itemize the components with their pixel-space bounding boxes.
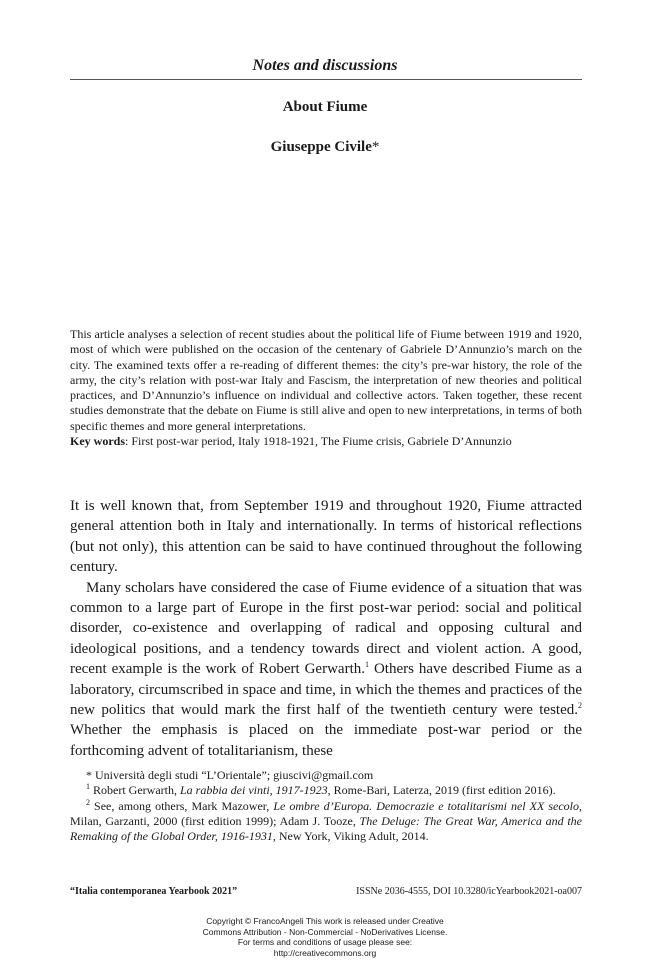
footnote-2-book-title-2: The Deluge: The Great War, America and the Remaking of the Global Order, 1916-1931: [70, 813, 582, 844]
abstract-text: This article analyses a selection of recent studies about the political life of Fiume between 1919 and 1920, most of which were published on the occasion of the centenary of Gabriele D’Annunzio’s march on the city. The examined texts offer a re-reading of different themes: the city’s pre-war history, the role of the army, the city’s relation with post-war Italy and Fascism, the interpretation of new theories and political practices, and D’Annunzio’s influence on individual and collective actors. Taken together, these recent studies demonstrate that the debate on Fiume is still alive and open to new interpretations, in terms of both specific themes and more general interpretations.: [70, 327, 582, 433]
footnote-ref-1[interactable]: 1: [365, 660, 369, 670]
paragraph-2-part-a: Many scholars have considered the case of Fiume evidence of a situation that was common to a large part of Europe in the first post-war period: social and political disorder, co-existence and overlapping of radical and opposing cultural and ideological positions, and a tendency towards direct and violent action. A good, recent example is the work of Robert Gerwarth.: [70, 579, 582, 678]
author-footnote-mark: *: [371, 139, 380, 155]
author-name: Giuseppe Civile: [270, 139, 372, 155]
copyright-line-1: Copyright © FrancoAngeli This work is released under Creative: [206, 916, 444, 926]
copyright-notice: [0, 916, 650, 958]
paragraph-2-part-c: Whether the emphasis is placed on the immediate post-war period or the forthcoming advent of totalitarianism, these: [70, 722, 582, 759]
footnote-2-text-c: , New York, Viking Adult, 2014.: [272, 829, 429, 844]
footnote-2-number: 2: [86, 797, 90, 807]
footnote-1-text-b: , Rome-Bari, Laterza, 2019 (first edition 2016).: [327, 783, 556, 798]
abstract: [70, 327, 582, 449]
footnote-2-text-b: , Milan, Garzanti, 2000 (first edition 1999); Adam J. Tooze,: [70, 798, 583, 828]
copyright-line-2: Commons Attribution - Non-Commercial - NoDerivatives License.: [202, 926, 448, 937]
footnote-2-text-a: See, among others, Mark Mazower,: [90, 798, 274, 813]
keywords-list: : First post-war period, Italy 1918-1921, The Fiume crisis, Gabriele D’Annunzio: [125, 434, 512, 449]
footnote-1-text-a: Robert Gerwarth,: [90, 783, 180, 798]
footnote-1: [70, 783, 582, 798]
footer-journal: “Italia contemporanea Yearbook 2021”: [70, 886, 238, 897]
body-paragraph-1: It is well known that, from September 1919 and throughout 1920, Fiume attracted general attention both in Italy and internationally. In terms of historical reflections (but not only), this attention can be said to have continued throughout the following century.: [70, 498, 582, 576]
body-paragraph-2: [70, 578, 582, 762]
article-author: [0, 139, 650, 156]
footnote-2-book-title-1: Le ombre d’Europa. Democrazie e totalitarismi nel XX secolo: [273, 798, 580, 813]
footnote-ref-2[interactable]: 2: [578, 701, 582, 711]
footnote-1-number: 1: [86, 782, 90, 792]
keywords: [70, 434, 582, 449]
header-rule: [70, 79, 582, 80]
section-header: Notes and discussions: [252, 57, 398, 74]
footnote-affiliation: * Università degli studi “L’Orientale”; giuscivi@gmail.com: [86, 768, 374, 782]
footnote-1-book-title: La rabbia dei vinti, 1917-1923: [179, 783, 328, 798]
article-title: About Fiume: [282, 99, 368, 115]
body-text: [70, 496, 582, 761]
paragraph-2-part-b: Others have described Fiume as a laboratory, circumscribed in space and time, in which the themes and practices of the new politics that would mark the first half of the twentieth century were tested.: [70, 661, 582, 719]
footnote-2: [70, 799, 582, 845]
copyright-link[interactable]: http://creativecommons.org: [273, 947, 377, 958]
keywords-label: Key words: [70, 434, 125, 449]
footer-issn-doi: ISSNe 2036-4555, DOI 10.3280/icYearbook2021-oa007: [356, 886, 582, 897]
footnotes: [70, 768, 582, 844]
copyright-line-3: For terms and conditions of usage please see:: [237, 937, 413, 947]
